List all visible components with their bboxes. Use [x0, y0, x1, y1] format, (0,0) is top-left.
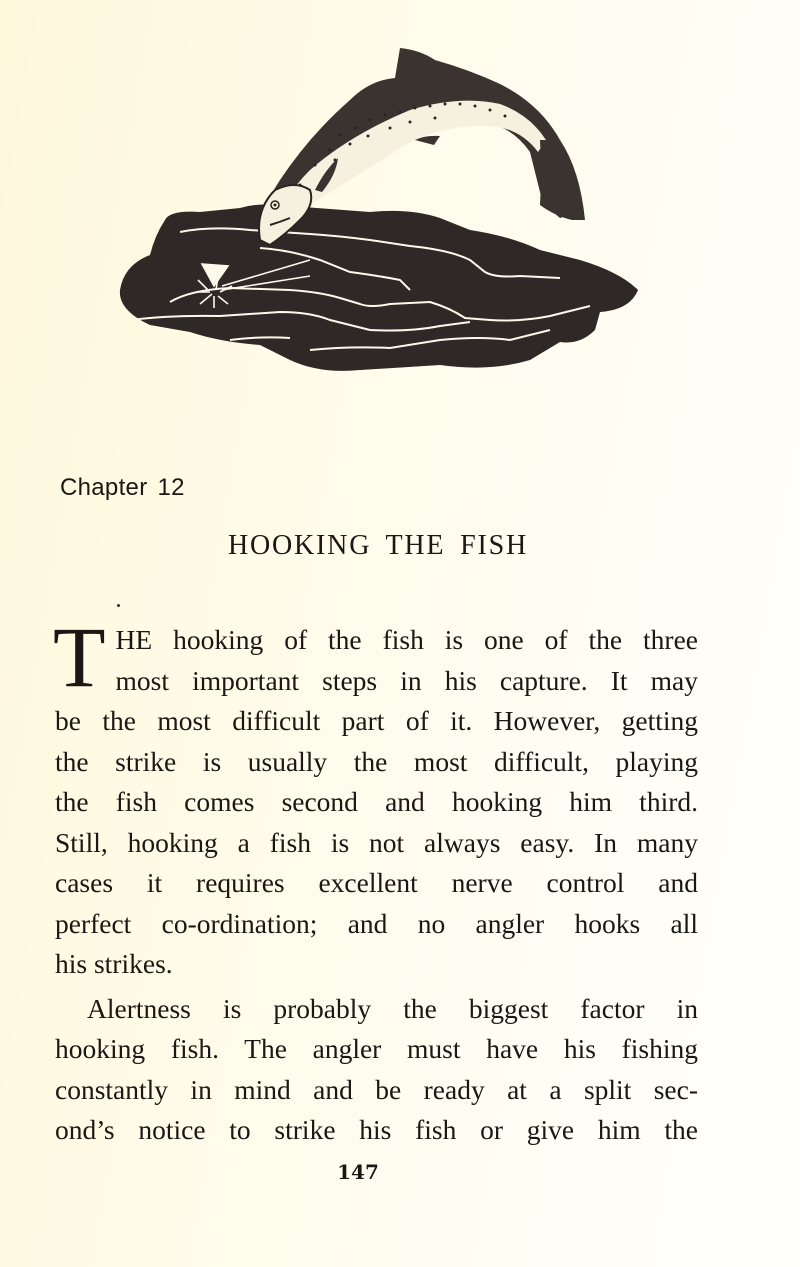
chapter-number: 12 [157, 474, 185, 501]
body-text [53, 609, 698, 1151]
text-line: the strike is usually the most difficult, playing [55, 745, 698, 777]
leaping-fish-illustration [110, 40, 650, 390]
text-line: perfect co-ordination; and no angler hooks all [55, 907, 698, 939]
text-line: HE hooking of the fish is one of the three [115, 624, 698, 655]
page-number: 147 [337, 1160, 379, 1184]
chapter-label [60, 474, 185, 502]
chapter-word: Chapter [60, 474, 148, 501]
chapter-title: HOOKING THE FISH [227, 530, 529, 561]
text-line: most important steps in his capture. It may [115, 664, 698, 696]
text-line: his strikes. [55, 948, 173, 979]
paragraph-2 [55, 989, 698, 1151]
text-line: constantly in mind and be ready at a split sec- [55, 1073, 698, 1105]
text-line: Still, hooking a fish is not always easy. In many [55, 826, 698, 858]
text-line: ond’s notice to strike his fish or give him the [55, 1114, 698, 1145]
print-speck [117, 604, 120, 607]
text-line: hooking fish. The angler must have his fishing [55, 1033, 698, 1064]
text-line: Alertness is probably the biggest factor in [87, 992, 698, 1024]
drop-cap: T [53, 609, 106, 705]
text-line: be the most difficult part of it. However, getting [55, 705, 698, 736]
text-line: the fish comes second and hooking him third. [55, 786, 698, 817]
paragraph-1 [53, 609, 698, 985]
text-line: cases it requires excellent nerve control and [55, 867, 698, 898]
